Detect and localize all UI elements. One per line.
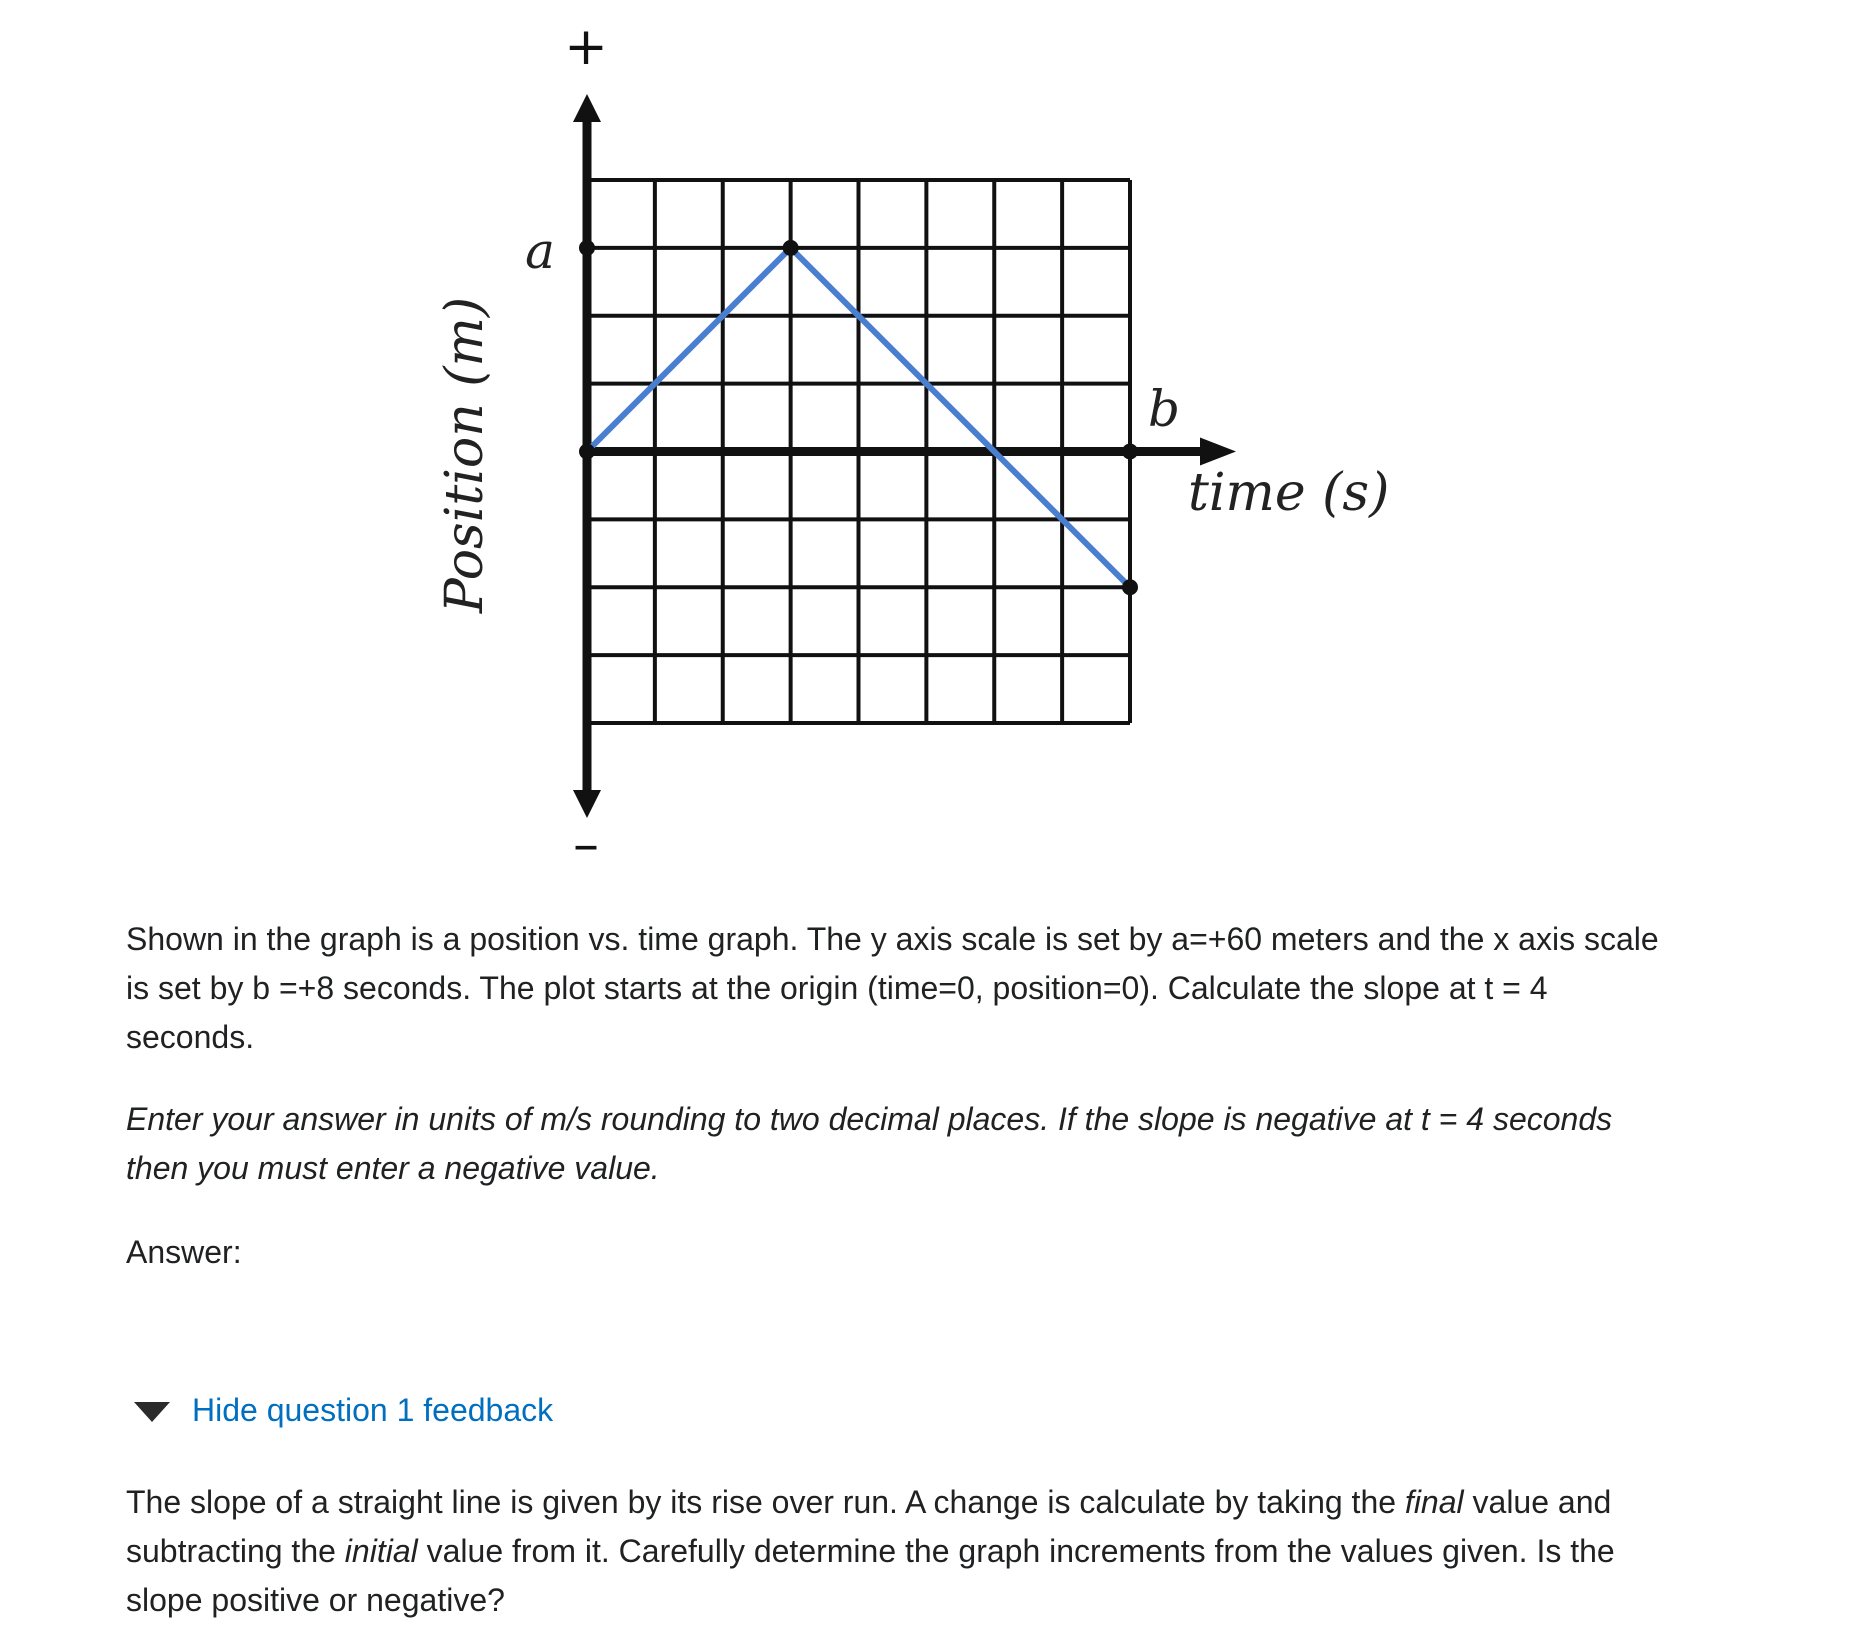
data-point (579, 444, 595, 460)
question-line-1: Shown in the graph is a position vs. time graph. The y axis scale is set by a=+60 meters and the x axis scale (126, 921, 1659, 957)
x-axis-label: time (s) (1188, 463, 1390, 523)
feedback-seg-1: The slope of a straight line is given by its rise over run. A change is calculate by taking the (126, 1484, 1405, 1520)
feedback-seg-5: slope positive or negative? (126, 1582, 505, 1618)
question-text (126, 915, 1746, 1062)
x-axis-arrow-right (1200, 438, 1236, 466)
b-label: b (1147, 380, 1181, 438)
y-axis-arrow-up (573, 94, 601, 122)
a-label: a (525, 222, 555, 280)
question-line-3: seconds. (126, 1019, 255, 1055)
feedback-emphasis-initial: initial (344, 1533, 418, 1569)
triangle-down-icon[interactable] (134, 1402, 170, 1422)
hide-feedback-toggle[interactable] (134, 1390, 553, 1430)
graph-labels (435, 17, 1389, 870)
data-point (783, 240, 799, 256)
question-line-2: is set by b =+8 seconds. The plot starts at the origin (time=0, position=0). Calculate the slope at t = 4 (126, 970, 1548, 1006)
feedback-seg-3: subtracting the (126, 1533, 345, 1569)
y-axis-arrow-down (573, 790, 601, 818)
instruction-line-2: then you must enter a negative value. (126, 1150, 660, 1186)
y-axis-plus-sign: + (564, 17, 608, 77)
feedback-emphasis-final: final (1404, 1484, 1464, 1520)
feedback-text (126, 1478, 1746, 1625)
y-axis-minus-sign: – (573, 815, 599, 870)
feedback-seg-2: value and (1463, 1484, 1612, 1520)
data-point (1122, 444, 1138, 460)
instruction-text (126, 1095, 1746, 1193)
y-axis-label: Position (m) (435, 296, 495, 614)
feedback-seg-4: value from it. Carefully determine the graph increments from the values given. Is the (417, 1533, 1615, 1569)
instruction-line-1: Enter your answer in units of m/s rounding to two decimal places. If the slope is negative at t = 4 seconds (126, 1101, 1613, 1137)
data-point (579, 240, 595, 256)
answer-label: Answer: (126, 1234, 242, 1270)
hide-feedback-link[interactable]: Hide question 1 feedback (192, 1392, 554, 1428)
data-point (1122, 579, 1138, 595)
